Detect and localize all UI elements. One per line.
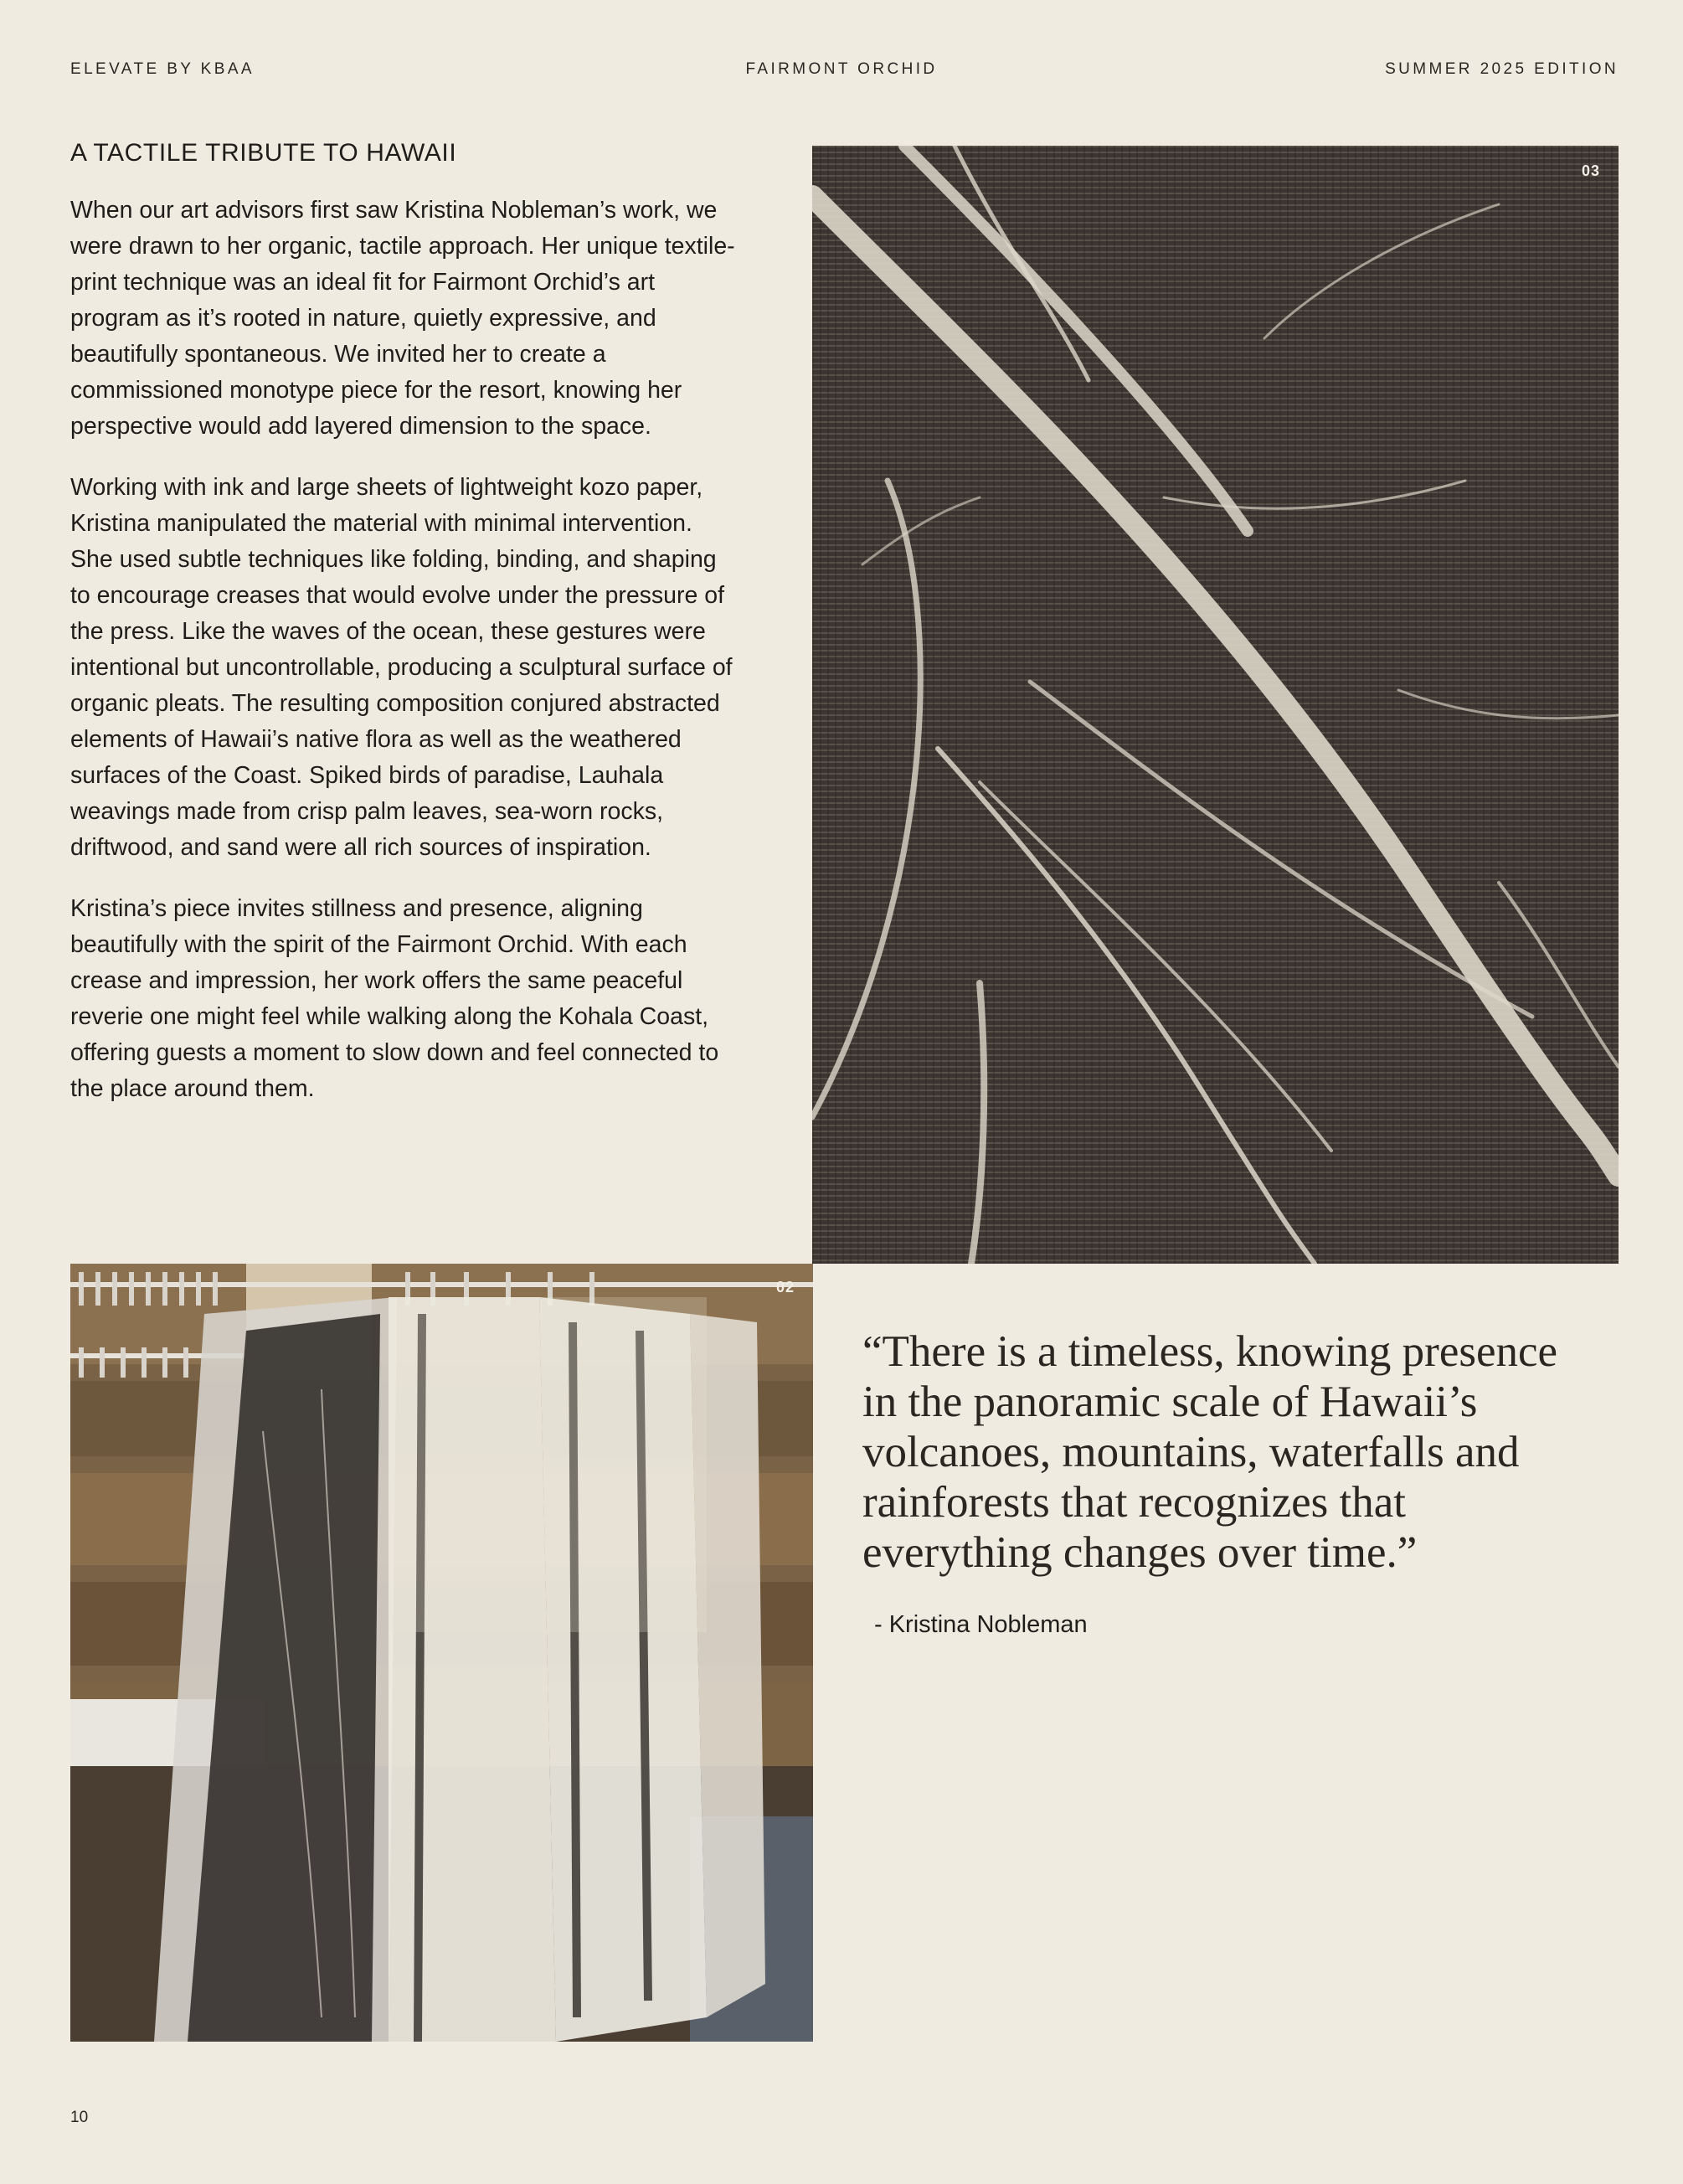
section-title: FAIRMONT ORCHID [745, 60, 938, 78]
monotype-artwork-illustration [812, 146, 1619, 1264]
studio-hanging-prints-photo [70, 1264, 813, 2042]
article-body [70, 139, 740, 1132]
quote-attribution: - Kristina Nobleman [874, 1611, 1088, 1638]
monotype-artwork-image [812, 146, 1619, 1264]
page-number: 10 [70, 2109, 89, 2126]
article-heading: A TACTILE TRIBUTE TO HAWAII [70, 139, 457, 167]
paragraph-3: Kristina’s piece invites stillness and presence, aligning beautifully with the spirit of the Fairmont Orchid. With each crease and impression, her work offers the same peaceful reverie one might feel while walking along the Kohala Coast, offering guests a moment to slow down and feel connected to the place around them. [70, 895, 719, 1102]
image-number-03: 03 [1581, 162, 1600, 179]
publication-name: ELEVATE BY KBAA [70, 60, 255, 78]
pull-quote: “There is a timeless, knowing presence in the panoramic scale of Hawaii’s volcanoes, mountains, waterfalls and rainforests that recognizes that everything changes over time.” [862, 1327, 1558, 1577]
paragraph-2: Working with ink and large sheets of lightweight kozo paper, Kristina manipulated the material with minimal intervention. She used subtle techniques like folding, binding, and shaping to encourage creases that would evolve under the pressure of the press. Like the waves of the ocean, these gestures were intentional but uncontrollable, producing a sculptural surface of organic pleats. The resulting composition conjured abstracted elements of Hawaii’s native flora as well as the weathered surfaces of the Coast. Spiked birds of paradise, Lauhala weavings made from crisp palm leaves, sea-worn rocks, driftwood, and sand were all rich sources of inspiration. [70, 474, 733, 861]
paragraph-1: When our art advisors first saw Kristina Nobleman’s work, we were drawn to her organic, tactile approach. Her unique textile-print technique was an ideal fit for Fairmont Orchid’s art program as it’s rooted in nature, quietly expressive, and beautifully spontaneous. We invited her to create a commissioned monotype piece for the resort, knowing her perspective would add layered dimension to the space. [70, 197, 735, 440]
edition-label: SUMMER 2025 EDITION [1385, 60, 1619, 78]
image-number-02: 02 [775, 1279, 795, 1295]
studio-hanging-prints-illustration [70, 1264, 813, 2042]
